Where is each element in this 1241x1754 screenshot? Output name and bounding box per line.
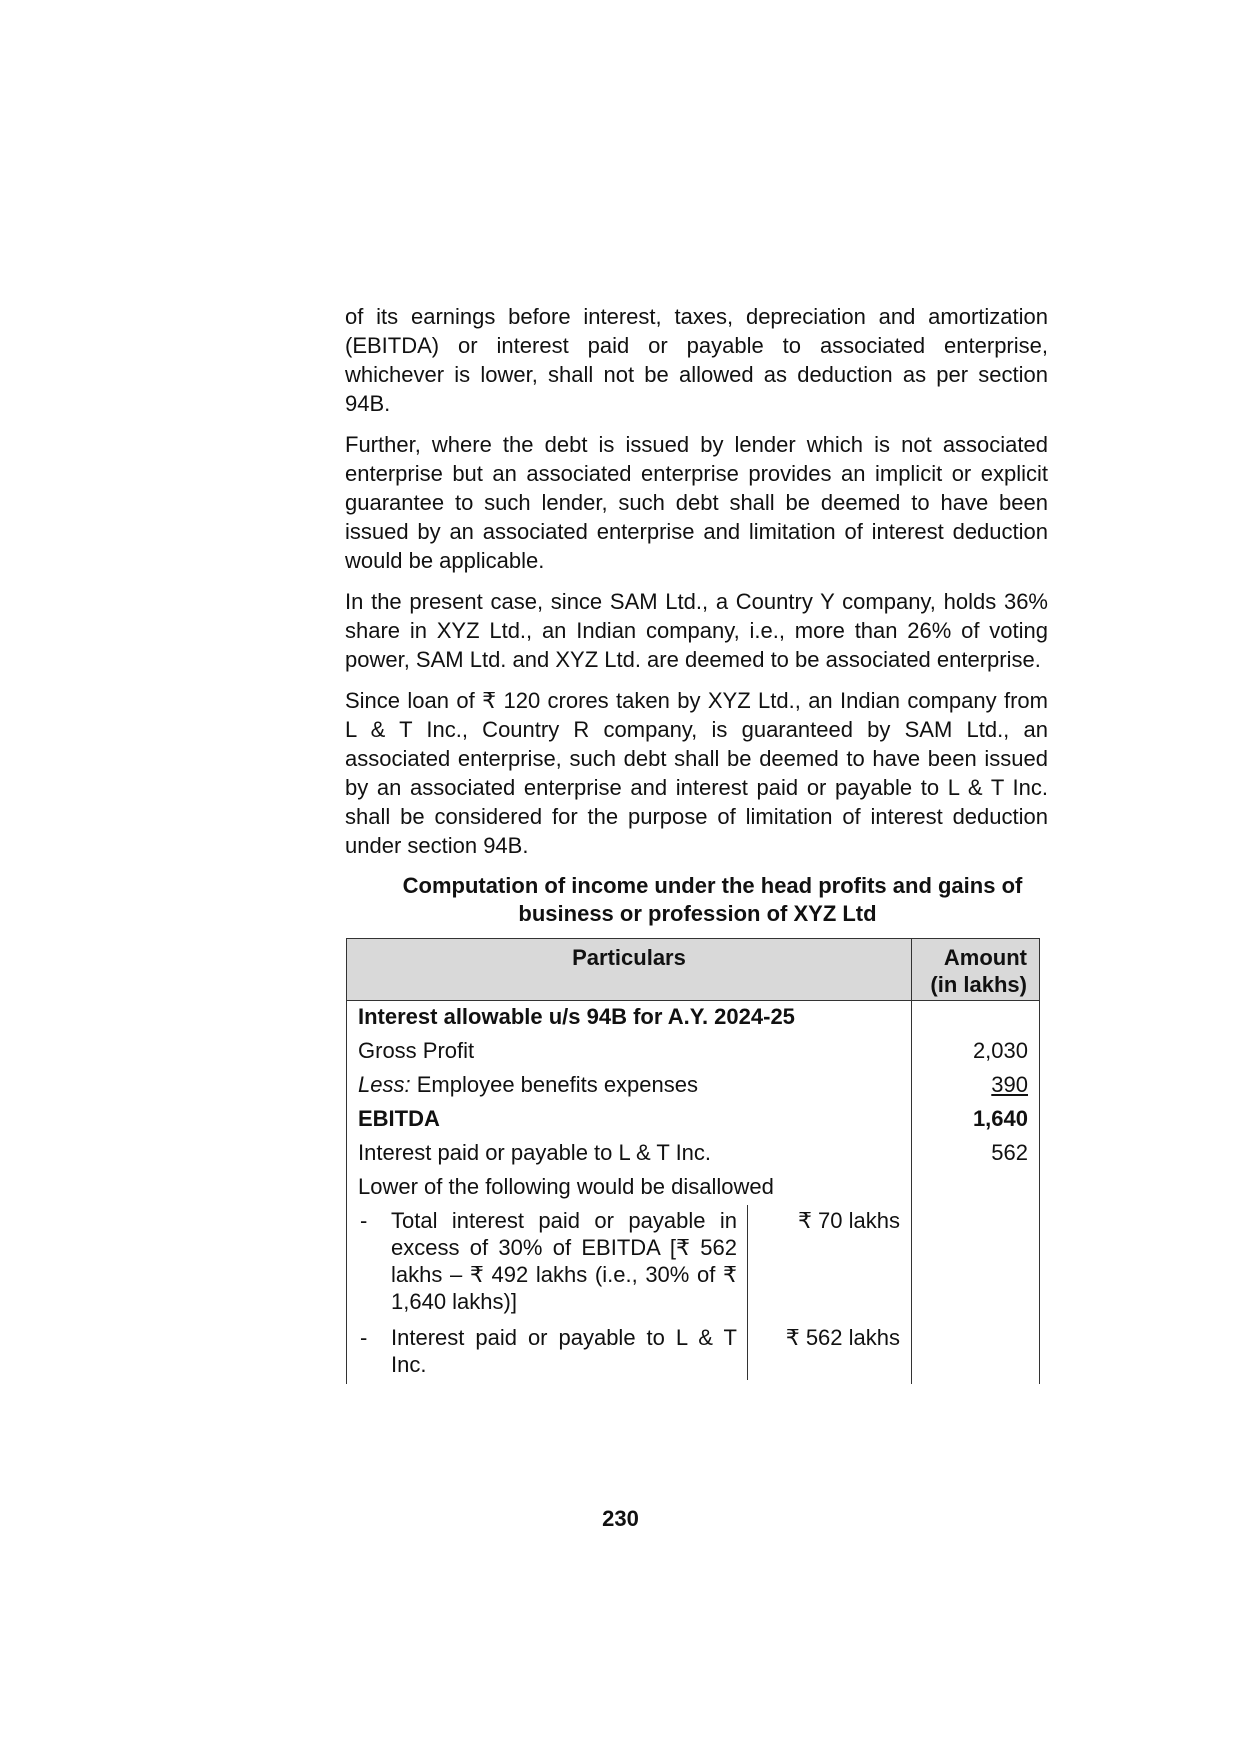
computation-table xyxy=(346,938,1040,1384)
table-row xyxy=(347,1170,1039,1204)
section-title: Interest allowable u/s 94B for A.Y. 2024-25 xyxy=(358,1004,795,1029)
sub-item-value: ₹ 562 lakhs xyxy=(747,1322,911,1380)
gross-profit-value: 2,030 xyxy=(972,1038,1028,1063)
gross-profit-label: Gross Profit xyxy=(358,1038,475,1063)
lower-of-label: Lower of the following would be disallowed xyxy=(358,1174,774,1199)
sub-item-text: Total interest paid or payable in excess of 30% of EBITDA [₹ 562 lakhs – ₹ 492 lakhs (i.e., 30% of ₹ 1,640 lakhs)] xyxy=(391,1208,737,1314)
table-row xyxy=(347,1034,1039,1068)
table-row xyxy=(347,1102,1039,1136)
less-prefix: Less: xyxy=(358,1072,411,1097)
employee-expenses-label xyxy=(358,1068,698,1102)
paragraph-guarantee-rule: Further, where the debt is issued by lender which is not associated enterprise but an associated enterprise provides an implicit or explicit guarantee to such lender, such debt shall be deemed to have been issued by an associated enterprise and limitation of interest deduction would be applicable. xyxy=(345,432,1048,573)
header-amount-line-1: Amount xyxy=(943,945,1027,970)
interest-label: Interest paid or payable to L & T Inc. xyxy=(358,1140,712,1165)
employee-expenses-text: Employee benefits expenses xyxy=(416,1072,699,1097)
table-row xyxy=(347,1068,1039,1102)
table-row xyxy=(347,1136,1039,1170)
paragraph-loan-guarantee: Since loan of ₹ 120 crores taken by XYZ Ltd., an Indian company from L & T Inc., Country R company, is guaranteed by SAM Ltd., an associated enterprise, such debt shall be deemed to have been issued by an associated enterprise and interest paid or payable to L & T Inc. shall be considered for the purpose of limitation of interest deduction under section 94B. xyxy=(345,688,1048,858)
table-body xyxy=(346,1000,1040,1384)
table-heading-line-1: Computation of income under the head profits and gains of xyxy=(402,873,1023,898)
dash-bullet: - xyxy=(360,1208,368,1233)
interest-value: 562 xyxy=(991,1140,1028,1165)
header-particulars: Particulars xyxy=(572,945,686,970)
sub-item-value: ₹ 70 lakhs xyxy=(747,1205,911,1322)
table-heading xyxy=(345,872,1048,928)
sub-item-excess-interest xyxy=(347,1205,1039,1322)
ebitda-label: EBITDA xyxy=(358,1106,440,1131)
paragraph-associated-enterprise: In the present case, since SAM Ltd., a Country Y company, holds 36% share in XYZ Ltd., an Indian company, i.e., more than 26% of voting power, SAM Ltd. and XYZ Ltd. are deemed to be associated enterprise. xyxy=(345,589,1048,672)
table-header-row xyxy=(346,938,1040,1001)
dash-bullet: - xyxy=(360,1325,368,1350)
table-heading-line-2: business or profession of XYZ Ltd xyxy=(518,901,877,926)
employee-expenses-value: 390 xyxy=(991,1072,1028,1097)
paragraph-ebitda-limit: of its earnings before interest, taxes, depreciation and amortization (EBITDA) or interest paid or payable to associated enterprise, whichever is lower, shall not be allowed as deduction as per section 94B. xyxy=(345,304,1048,416)
ebitda-value: 1,640 xyxy=(972,1106,1028,1131)
page-content xyxy=(345,302,1048,1384)
sub-item-text: Interest paid or payable to L & T Inc. xyxy=(391,1325,737,1377)
table-row xyxy=(347,1000,1039,1034)
page-number: 230 xyxy=(602,1506,639,1531)
header-amount xyxy=(911,939,1039,1000)
sub-item-interest-paid xyxy=(347,1322,1039,1380)
header-amount-line-2: (in lakhs) xyxy=(930,972,1027,997)
